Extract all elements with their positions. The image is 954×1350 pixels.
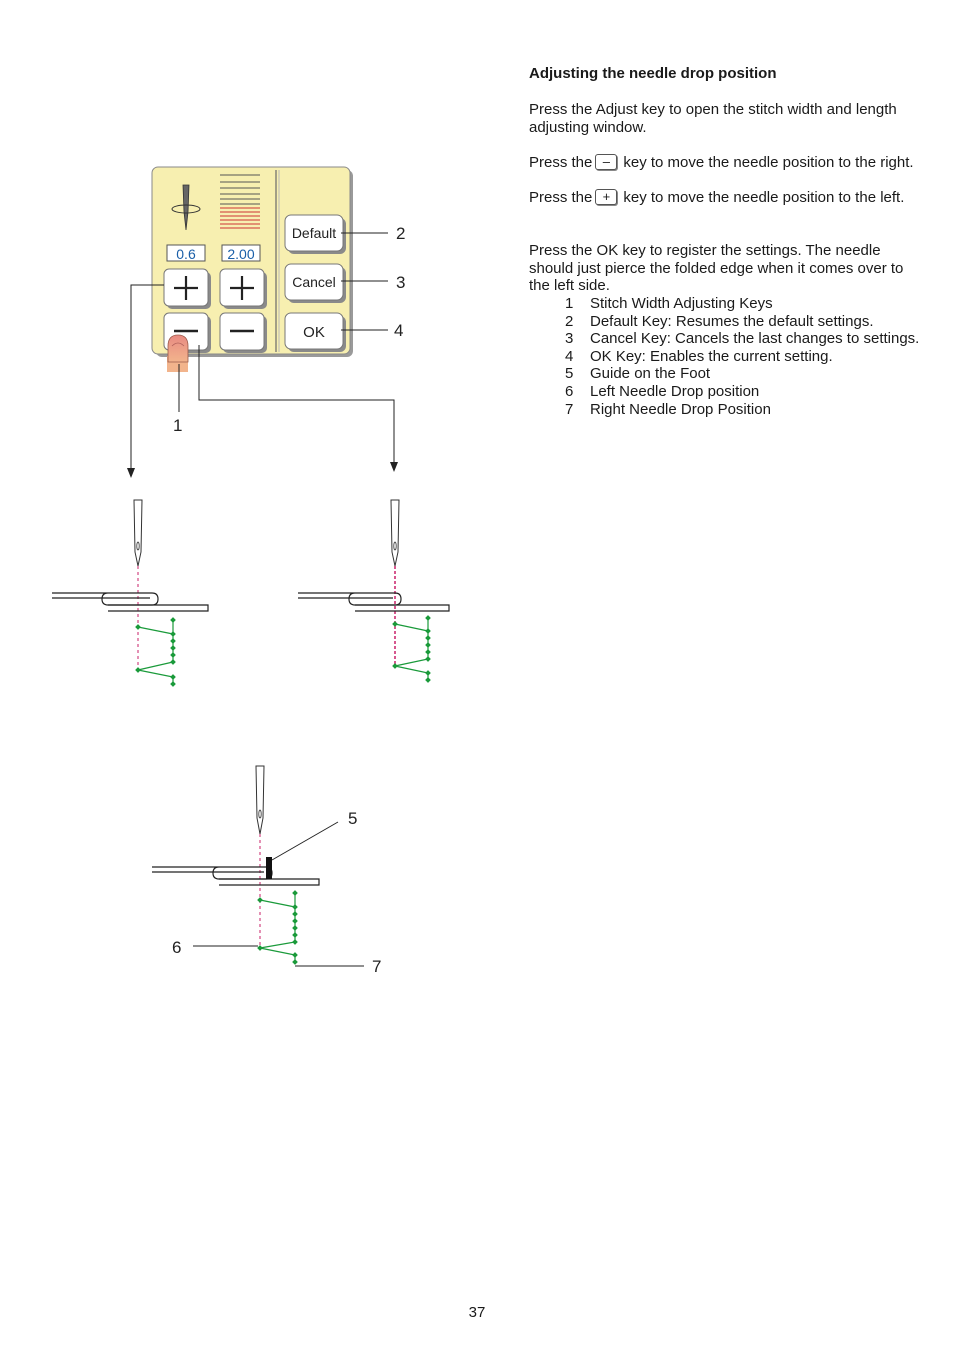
- legend-text: Right Needle Drop Position: [590, 400, 771, 418]
- ok-paragraph: Press the OK key to register the settings. The needle should just pierce the folded edge when it comes over to the left side.: [529, 242, 904, 295]
- legend-number: 6: [565, 382, 574, 400]
- folded-fabric: [298, 593, 449, 611]
- right-arrow: [199, 345, 394, 462]
- minus-key-instruction: [529, 154, 924, 172]
- legend-text: Default Key: Resumes the default settings.: [590, 312, 874, 330]
- legend-item: [565, 295, 925, 313]
- legend-item: [565, 313, 925, 331]
- legend-number: 7: [565, 400, 574, 418]
- length-value-box: [222, 245, 260, 262]
- callout-7: 7: [372, 957, 382, 976]
- callout-5: 5: [348, 809, 358, 828]
- folded-fabric: [52, 593, 208, 611]
- callout-6: 6: [172, 938, 182, 957]
- minus-key-suffix: key to move the needle position to the right.: [623, 154, 914, 171]
- folded-fabric: [152, 867, 319, 885]
- section-heading: Adjusting the needle drop position: [529, 65, 777, 82]
- left-arrow-head: [127, 468, 135, 478]
- legend-text: Guide on the Foot: [590, 365, 711, 383]
- legend-text: Left Needle Drop position: [590, 382, 760, 400]
- default-key[interactable]: [285, 215, 346, 254]
- callout-5-leader: [272, 822, 338, 860]
- length-value: 2.00: [227, 246, 255, 262]
- width-value-box: [167, 245, 205, 262]
- legend-number: 2: [565, 312, 574, 330]
- page-number: 37: [468, 1304, 486, 1321]
- callout-2: 2: [396, 224, 406, 243]
- plus-key-icon: +: [595, 189, 617, 205]
- width-value: 0.6: [176, 246, 196, 262]
- finger-icon: [167, 335, 188, 372]
- plus-key-suffix: key to move the needle position to the left.: [623, 189, 905, 206]
- callout-4: 4: [394, 321, 404, 340]
- plus-key-prefix: Press the: [529, 189, 593, 206]
- plus-key-instruction: [529, 189, 924, 207]
- legend-item: [565, 383, 925, 401]
- right-needle-diagram: [298, 500, 449, 683]
- legend-item: [565, 348, 925, 366]
- cancel-key[interactable]: [285, 264, 346, 303]
- legend-number: 1: [565, 295, 574, 312]
- legend-item: [565, 365, 925, 383]
- legend-text: Cancel Key: Cancels the last changes to settings.: [590, 330, 920, 348]
- intro-paragraph: Press the Adjust key to open the stitch width and length adjusting window.: [529, 101, 897, 136]
- minus-key-icon: –: [595, 154, 617, 170]
- legend-text: OK Key: Enables the current setting.: [590, 347, 833, 365]
- right-arrow-head: [390, 462, 398, 472]
- stitch-pattern: [135, 617, 176, 687]
- needle-position-figure: [0, 0, 500, 1010]
- foot-guide-diagram: [152, 766, 364, 966]
- callout-1: 1: [173, 416, 183, 435]
- cancel-key-label: Cancel: [292, 274, 336, 290]
- length-minus-key[interactable]: [220, 313, 267, 353]
- needle-icon: [134, 500, 142, 566]
- length-plus-key[interactable]: [220, 269, 267, 309]
- stitch-pattern: [257, 890, 298, 965]
- legend-text: Stitch Width Adjusting Keys: [590, 295, 773, 312]
- left-needle-diagram: [52, 500, 208, 687]
- minus-key-prefix: Press the: [529, 154, 593, 171]
- stitch-pattern: [392, 615, 431, 683]
- needle-icon: [391, 500, 399, 566]
- callout-3: 3: [396, 273, 406, 292]
- ok-key-label: OK: [303, 324, 325, 341]
- foot-guide: [266, 857, 272, 879]
- legend-item: [565, 401, 925, 419]
- needle-icon: [256, 766, 264, 834]
- ok-key[interactable]: [285, 313, 346, 352]
- legend-number: 3: [565, 330, 574, 348]
- legend-number: 5: [565, 365, 574, 383]
- width-plus-key[interactable]: [164, 269, 211, 309]
- legend-list: [565, 295, 925, 418]
- default-key-label: Default: [291, 225, 337, 241]
- legend-item: [565, 330, 925, 348]
- legend-number: 4: [565, 347, 574, 365]
